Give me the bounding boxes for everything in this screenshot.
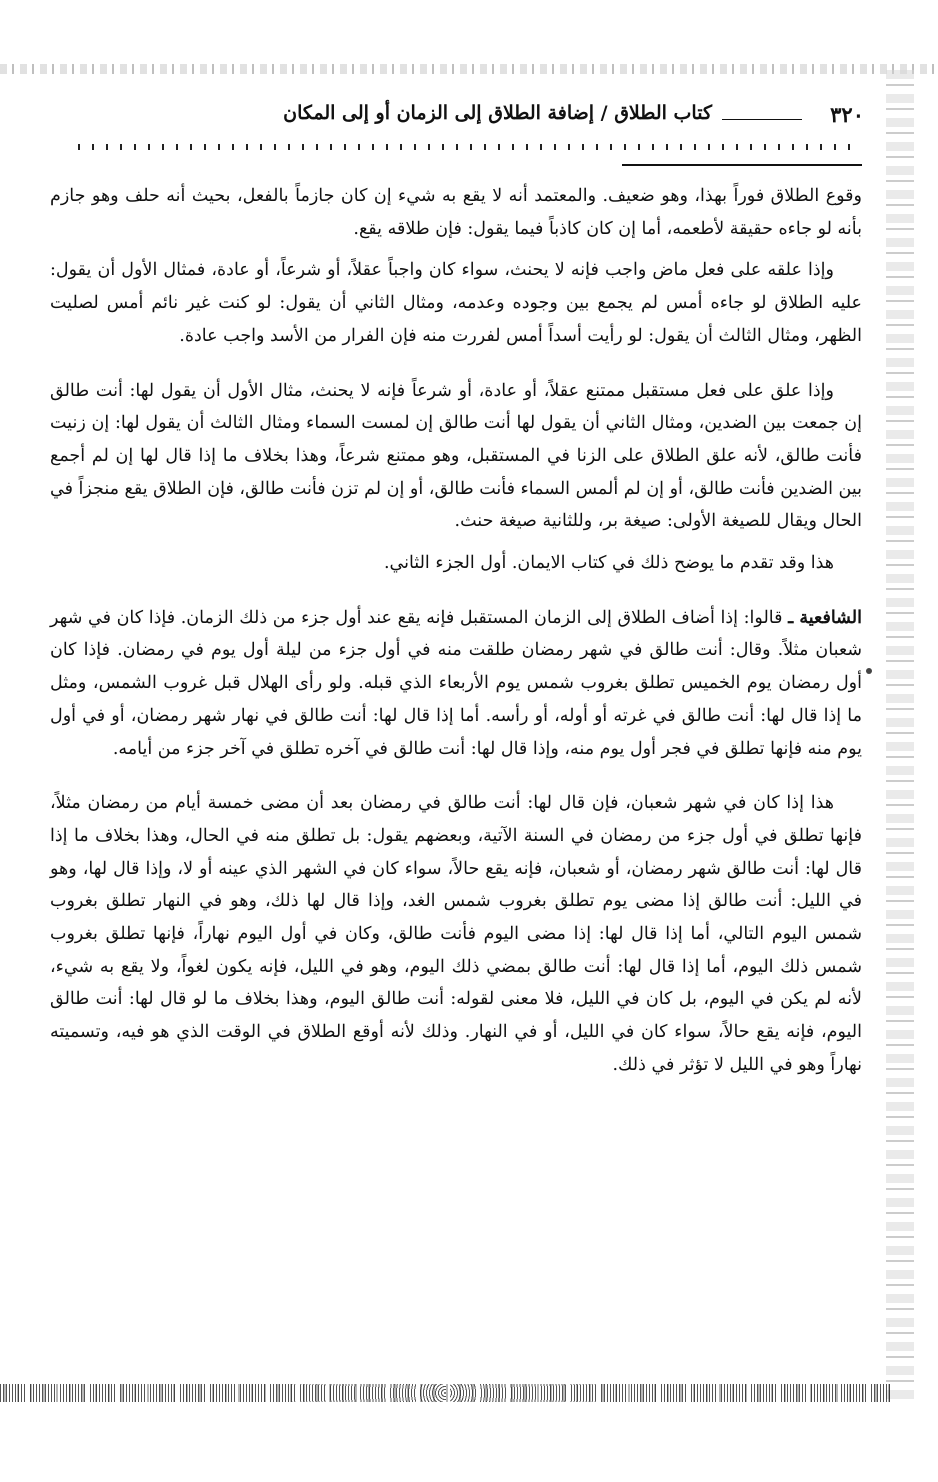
page-header (40, 98, 872, 138)
paragraph-4: هذا وقد تقدم ما يوضح ذلك في كتاب الايمان. أول الجزء الثاني. (383, 553, 834, 574)
paragraph-5 (50, 602, 862, 766)
paragraph-1: وقوع الطلاق فوراً بهذا، وهو ضعيف. والمعتمد أنه لا يقع به شيء إن كان جازماً بالفعل، بحيث أنه حلف وهو جازم بأنه لو جاءه حقيقة لأطعمه، أما إن كان كاذباً فيما يقول: فإن طلاقه يقع. (50, 186, 862, 239)
running-title: كتاب الطلاق / إضافة الطلاق إلى الزمان أو إلى المكان (283, 102, 712, 124)
paragraph-6: هذا إذا كان في شهر شعبان، فإن قال لها: أنت طالق في رمضان بعد أن مضى خمسة أيام من رمضان مثلاً، فإنها تطلق في أول جزء من رمضان في السنة الآتية، وبعضهم يقول: بل تطلق منه في الحال، وهذا بخلاف ما إذا قال لها: أنت طالق شهر رمضان، أو شعبان، فإنه يقع حالاً، سواء كان في الشهر الذي عينه أو لا، وإذا قال لها، وهو في الليل: أنت طالق إذا مضى يوم تطلق بغروب شمس الغد، وإذا قال لها ذلك، وهو في النهار تطلق بغروب شمس اليوم التالي، أما إذا قال لها: إذا مضى اليوم فأنت طالق، وكان في أول اليوم نهاراً، فإنها تطلق بغروب شمس ذلك اليوم، أما إذا قال لها: أنت طالق بمضي ذلك اليوم، وهو في الليل، فإنه يكون لغواً، ولا يقع به شيء، لأنه لم يكن في اليوم، بل كان في الليل، فلا معنى لقوله: أنت طالق اليوم، وهذا بخلاف ما لو قال لها: أنت طالق اليوم، فإنه يقع حالاً، سواء كان في الليل، أو في النهار. وذلك لأنه أوقع الطلاق في الوقت الذي هو فيه، وتسميته نهاراً وهو في الليل لا تؤثر في ذلك. (50, 793, 862, 1075)
dotted-separator (78, 144, 858, 150)
page-border-bottom (0, 1384, 890, 1402)
school-heading: الشافعية ـ (788, 607, 862, 628)
page-border-right (886, 70, 914, 1400)
paragraph-2: وإذا علقه على فعل ماض واجب فإنه لا يحنث، سواء كان واجباً عقلاً، أو شرعاً، أو عادة، فمثال الأول أن يقول: عليه الطلاق لو جاءه أمس لم يجمع بين وجوده وعدمه، ومثال الثاني أن يقول: لو كنت غير نائم أمس لصليت الظهر، ومثال الثالث أن يقول: لو رأيت أسداً أمس لفررت منه فإن الفرار من الأسد واجب عادة. (50, 260, 862, 346)
page-content (50, 180, 862, 1082)
margin-mark (866, 668, 872, 674)
paragraph-5-text: قالوا: إذا أضاف الطلاق إلى الزمان المستقبل فإنه يقع عند أول جزء من ذلك الزمان. فإذا كان في شهر شعبان مثلاً. وقال: أنت طالق في شهر رمضان طلقت منه في أول جزء من ليلة أول يوم في رمضان. فإذا كان أول رمضان يوم الخميس تطلق بغروب شمس يوم الأربعاء الذي قبله. ولو رأى الهلال قبل غروب الشمس، ومثل ما إذا قال لها: أنت طالق في غرته أو أوله، أو رأسه. أما إذا قال لها: أنت طالق في نهار شهر رمضان، أو في أول يوم منه فإنها تطلق في فجر أول يوم منه، وإذا قال لها: أنت طالق في آخره تطلق في آخر جزء من أيامه. (50, 607, 862, 759)
paragraph-3: وإذا علق على فعل مستقبل ممتنع عقلاً، أو عادة، أو شرعاً فإنه لا يحنث، مثال الأول أن يقول لها: أنت طالق إن جمعت بين الضدين، ومثال الثاني أن يقول لها أنت طالق إن لمست السماء ومثال الثالث أن يقول لها: إن زنيت فأنت طالق، لأنه علق الطلاق على الزنا في المستقبل، وهو ممتنع شرعاً، وهذا بخلاف ما إذا قال لها إن لم أجمع بين الضدين فأنت طالق، أو إن لم ألمس السماء فأنت طالق، أو إن لم تزن فأنت طالق، فإن الطلاق يقع منجزاً في الحال ويقال للصيغة الأولى: صيغة بر، وللثانية صيغة حنث. (50, 380, 862, 532)
page-border-top (0, 64, 938, 74)
page-number: ٣٢٠ (830, 102, 864, 127)
content-rule (622, 164, 862, 166)
header-rule (722, 119, 802, 120)
